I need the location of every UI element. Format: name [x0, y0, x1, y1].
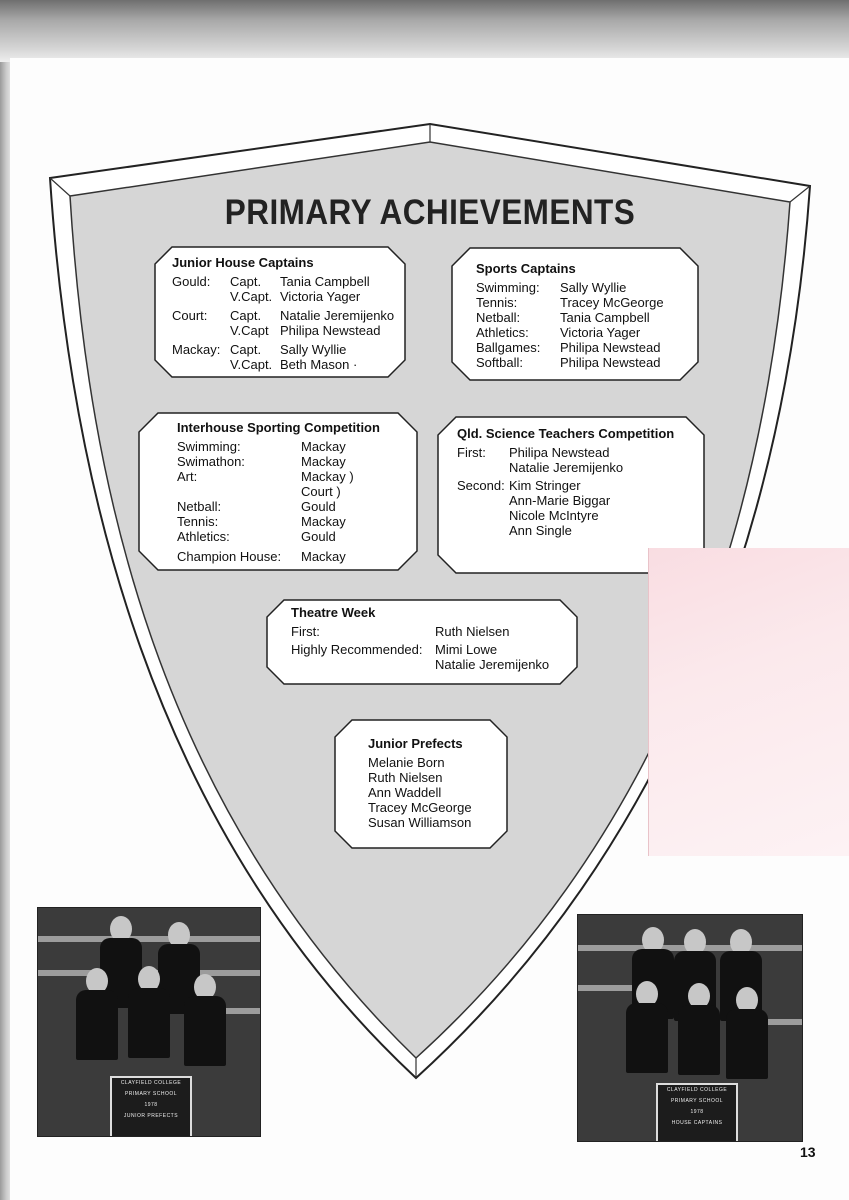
person-name: Tania Campbell — [280, 274, 370, 289]
caption-line: PRIMARY SCHOOL — [670, 1098, 724, 1104]
event-label: Swimathon: — [177, 454, 245, 469]
event-label: Netball: — [177, 499, 222, 514]
interhouse-competition-box — [177, 420, 413, 564]
caption-line: CLAYFIELD COLLEGE — [666, 1087, 728, 1093]
list-item — [177, 484, 413, 499]
person-name: Philipa Newstead — [560, 355, 661, 370]
science-competition-box — [457, 426, 701, 538]
sport-label: Athletics: — [476, 325, 529, 340]
sports-captains-heading: Sports Captains — [476, 261, 576, 276]
place-label — [457, 508, 509, 523]
sport-label: Ballgames: — [476, 340, 541, 355]
list-item — [457, 460, 701, 475]
person-name: Natalie Jeremijenko — [280, 308, 395, 323]
photo-caption-card — [656, 1083, 738, 1142]
person-name: Philipa Newstead — [280, 323, 381, 338]
sports-captains-box — [476, 261, 686, 370]
page-title: PRIMARY ACHIEVEMENTS — [224, 193, 636, 232]
person-name: Philipa Newstead — [560, 340, 661, 355]
person-name: Beth Mason · — [280, 357, 358, 372]
house-label: Gould: — [172, 274, 211, 289]
pink-paper-overlay — [648, 548, 849, 856]
junior-prefects-heading: Junior Prefects — [368, 736, 463, 751]
caption-line: PRIMARY SCHOOL — [124, 1091, 178, 1097]
role-label: Capt. — [230, 274, 262, 289]
house-name: Mackay — [301, 549, 346, 564]
list-item — [476, 355, 686, 370]
house-name: Mackay — [301, 454, 346, 469]
theatre-week-box — [291, 605, 571, 672]
list-item — [172, 308, 402, 323]
list-item — [457, 478, 701, 493]
house-label: Court: — [172, 308, 208, 323]
house-name: Mackay — [301, 514, 346, 529]
list-item — [177, 499, 413, 514]
house-name: Mackay — [301, 439, 346, 454]
list-item — [457, 445, 701, 460]
list-item: Ann Waddell — [368, 785, 442, 800]
person-name: Tracey McGeorge — [560, 295, 664, 310]
role-label: V.Capt — [230, 323, 269, 338]
role-label: Capt. — [230, 308, 262, 323]
list-item — [172, 323, 402, 338]
event-label: Art: — [177, 469, 198, 484]
house-label — [172, 357, 230, 372]
house-label — [172, 289, 230, 304]
role-label: V.Capt. — [230, 357, 273, 372]
place-label: First: — [457, 445, 486, 460]
sport-label: Tennis: — [476, 295, 518, 310]
person-name: Natalie Jeremijenko — [509, 460, 624, 475]
caption-line: HOUSE CAPTAINS — [671, 1120, 723, 1126]
junior-house-captains-box — [172, 255, 402, 372]
theatre-heading: Theatre Week — [291, 605, 376, 620]
event-label: Tennis: — [177, 514, 219, 529]
science-heading: Qld. Science Teachers Competition — [457, 426, 675, 441]
person-name: Ruth Nielsen — [435, 624, 510, 639]
list-item — [476, 280, 686, 295]
role-label: Capt. — [230, 342, 262, 357]
junior-prefects-photo — [37, 907, 261, 1137]
list-item — [476, 340, 686, 355]
house-captains-photo — [577, 914, 803, 1142]
caption-line: 1978 — [690, 1109, 704, 1115]
sport-label: Softball: — [476, 355, 523, 370]
page-number: 13 — [800, 1144, 816, 1160]
list-item: Ruth Nielsen — [368, 770, 443, 785]
place-label: First: — [291, 624, 320, 639]
sport-label: Swimming: — [476, 280, 540, 295]
list-item: Susan Williamson — [368, 815, 472, 830]
event-label: Swimming: — [177, 439, 241, 454]
list-item — [177, 454, 413, 469]
junior-house-captains-heading: Junior House Captains — [172, 255, 314, 270]
place-label — [457, 493, 509, 508]
place-label — [291, 657, 435, 672]
house-label — [172, 323, 230, 338]
person-name: Ann-Marie Biggar — [509, 493, 611, 508]
house-name: Court ) — [301, 484, 341, 499]
list-item — [291, 624, 571, 639]
person-name: Tania Campbell — [560, 310, 650, 325]
list-item — [457, 508, 701, 523]
event-label — [177, 484, 301, 499]
list-item — [476, 310, 686, 325]
list-item — [457, 523, 701, 538]
list-item — [177, 514, 413, 529]
sport-label: Netball: — [476, 310, 521, 325]
caption-line: CLAYFIELD COLLEGE — [120, 1080, 182, 1086]
list-item — [172, 274, 402, 289]
person-name: Victoria Yager — [560, 325, 641, 340]
house-label: Mackay: — [172, 342, 221, 357]
person-name: Nicole McIntyre — [509, 508, 599, 523]
event-label: Athletics: — [177, 529, 230, 544]
list-item: Melanie Born — [368, 755, 445, 770]
interhouse-heading: Interhouse Sporting Competition — [177, 420, 380, 435]
caption-line: 1978 — [144, 1102, 158, 1108]
list-item — [172, 342, 402, 357]
list-item — [177, 469, 413, 484]
person-name: Sally Wyllie — [280, 342, 347, 357]
list-item — [172, 289, 402, 304]
event-label: Champion House: — [177, 549, 282, 564]
list-item — [476, 295, 686, 310]
photo-caption-card — [110, 1076, 192, 1137]
place-label: Highly Recommended: — [291, 642, 423, 657]
person-name: Victoria Yager — [280, 289, 361, 304]
person-name: Mimi Lowe — [435, 642, 498, 657]
place-label — [457, 523, 509, 538]
house-name: Gould — [301, 499, 336, 514]
list-item — [291, 642, 571, 657]
person-name: Philipa Newstead — [509, 445, 610, 460]
list-item — [172, 357, 402, 372]
list-item — [177, 529, 413, 544]
role-label: V.Capt. — [230, 289, 273, 304]
person-name: Kim Stringer — [509, 478, 581, 493]
person-name: Sally Wyllie — [560, 280, 627, 295]
list-item — [457, 493, 701, 508]
person-name: Natalie Jeremijenko — [435, 657, 550, 672]
place-label — [457, 460, 509, 475]
list-item — [177, 549, 413, 564]
list-item — [291, 657, 571, 672]
house-name: Mackay ) — [301, 469, 354, 484]
caption-line: JUNIOR PREFECTS — [123, 1113, 179, 1119]
list-item: Tracey McGeorge — [368, 800, 472, 815]
house-name: Gould — [301, 529, 336, 544]
list-item — [476, 325, 686, 340]
person-name: Ann Single — [509, 523, 572, 538]
place-label: Second: — [457, 478, 505, 493]
junior-prefects-box — [368, 736, 502, 830]
list-item — [177, 439, 413, 454]
